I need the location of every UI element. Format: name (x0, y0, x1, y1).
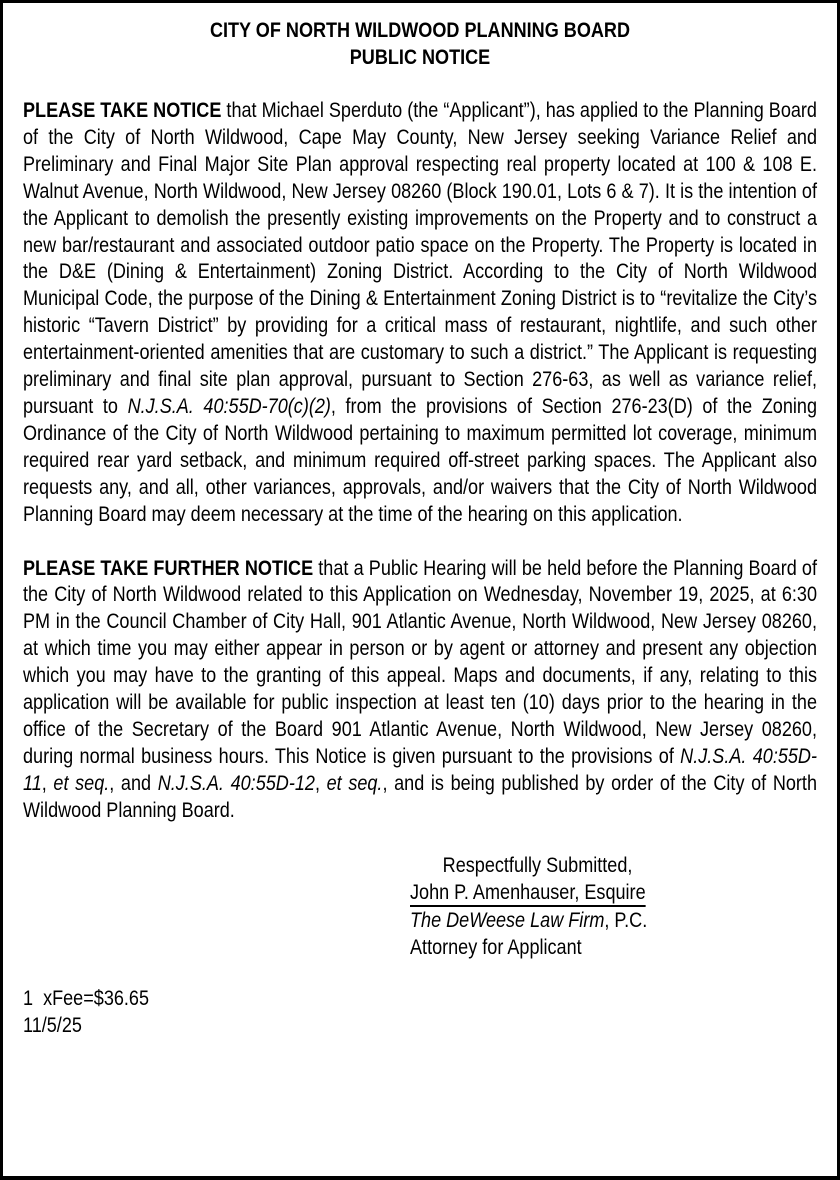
paragraph-2-text-a: that a Public Hearing will be held before the Planning Board of the City of North Wildwood related to this Application on Wednesday, November 19, 2025, at 6:30 PM in the Council Chamber of City Hall, 901 Atlantic Avenue, North Wildwood, New Jersey 08260, at which time you may either appear in person or by agent or attorney and present any objection which you may have to the granting of this appeal. Maps and documents, if any, relating to this application will be available for public inspection at least ten (10) days prior to the hearing in the office of the Secretary of the Board 901 Atlantic Avenue, North Wildwood, New Jersey 08260, during normal business hours. This Notice is given pursuant to the provisions of (23, 556, 817, 768)
paragraph-2-statute-2: N.J.S.A. 40:55D-12 (157, 771, 315, 795)
paragraph-1-text-a: that Michael Sperduto (the “Applicant”), has applied to the Planning Board of the City of North Wildwood, Cape May County, New Jersey seeking Variance Relief and Preliminary and Final Major Site Plan approval respecting real property located at 100 & 108 E. Walnut Avenue, North Wildwood, New Jersey 08260 (Block 190.01, Lots 6 & 7). It is the intention of the Applicant to demolish the presently existing improvements on the Property and to construct a new bar/restaurant and associated outdoor patio space on the Property. The Property is located in the D&E (Dining & Entertainment) Zoning District. According to the City of North Wildwood Municipal Code, the purpose of the Dining & Entertainment Zoning District is to “revitalize the City’s historic “Tavern District” by providing for a critical mass of restaurant, nightlife, and such other entertainment-oriented amenities that are customary to such a district.” The Applicant is requesting preliminary and final site plan approval, pursuant to Section 276-63, as well as variance relief, pursuant to (23, 99, 817, 418)
signature-firm-line (410, 907, 685, 934)
signature-block (410, 852, 685, 961)
paragraph-2-sep-1: , (41, 771, 54, 795)
notice-paragraph-2 (23, 556, 817, 825)
paragraph-2-sep-2: , (314, 771, 327, 795)
notice-header (23, 17, 817, 71)
date-line: 11/5/25 (23, 1013, 82, 1037)
signature-name-line (410, 879, 685, 907)
signature-firm-suffix: , P.C. (604, 908, 648, 932)
notice-subtitle: PUBLIC NOTICE (349, 46, 491, 69)
notice-footer (23, 985, 817, 1039)
paragraph-2-lead: PLEASE TAKE FURTHER NOTICE (23, 556, 314, 580)
notice-body (23, 17, 817, 1039)
notice-title: CITY OF NORTH WILDWOOD PLANNING BOARD (209, 19, 631, 42)
fee-line: 1 xFee=$36.65 (23, 986, 150, 1010)
paragraph-2-statute-1: N.J.S.A. 40:55D-11 (23, 744, 817, 795)
paragraph-1-statute: N.J.S.A. 40:55D-70(c)(2) (127, 394, 331, 418)
signature-role: Attorney for Applicant (410, 935, 582, 959)
notice-paragraph-1 (23, 98, 817, 529)
signature-firm: The DeWeese Law Firm (410, 908, 605, 932)
signature-closing: Respectfully Submitted, (442, 853, 633, 877)
paragraph-2-etseq-2: et seq. (326, 771, 383, 795)
paragraph-2-text-c: , and is being published by order of the City of North Wildwood Planning Board. (23, 771, 817, 822)
paragraph-1-lead: PLEASE TAKE NOTICE (23, 99, 222, 122)
signature-name: John P. Amenhauser, Esquire (410, 881, 646, 907)
paragraph-2-text-b: , and (109, 771, 158, 795)
paragraph-1-text-b: , from the provisions of Section 276-23(D) of the Zoning Ordinance of the City of North Wildwood pertaining to maximum permitted lot coverage, minimum required rear yard setback, and minimum required off-street parking spaces. The Applicant also requests any, and all, other variances, approvals, and/or waivers that the City of North Wildwood Planning Board may deem necessary at the time of the hearing on this application. (23, 394, 817, 526)
paragraph-2-etseq-1: et seq. (53, 771, 110, 795)
